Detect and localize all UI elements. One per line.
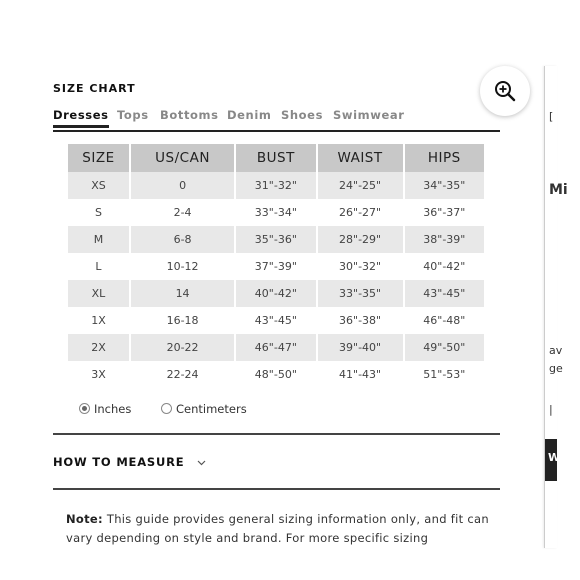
table-row bbox=[68, 361, 484, 388]
cell-waist: 24"-25" bbox=[318, 172, 403, 199]
cell-bust: 46"-47" bbox=[236, 334, 315, 361]
cell-size: XL bbox=[68, 280, 129, 307]
cell-size: 2X bbox=[68, 334, 129, 361]
note-text-line2: vary depending on style and brand. For more specific sizing bbox=[66, 531, 429, 545]
inches-option[interactable] bbox=[79, 402, 131, 416]
cell-us-can: 0 bbox=[131, 172, 234, 199]
tab-shoes[interactable]: Shoes bbox=[281, 108, 324, 122]
table-row bbox=[68, 253, 484, 280]
cell-bust: 33"-34" bbox=[254, 206, 297, 219]
cell-bust: 37"-39" bbox=[254, 260, 297, 273]
size-table bbox=[66, 144, 486, 388]
how-to-measure-label: HOW TO MEASURE bbox=[53, 455, 185, 469]
cell-us-can: 2-4 bbox=[173, 206, 192, 219]
cell-us-can: 10-12 bbox=[166, 260, 199, 273]
background-fragment: ge bbox=[549, 362, 563, 375]
tab-tops[interactable]: Tops bbox=[117, 108, 149, 122]
cell-hips: 34"-35" bbox=[405, 172, 484, 199]
cell-waist: 39"-40" bbox=[318, 334, 403, 361]
cell-us-can: 6-8 bbox=[131, 226, 234, 253]
cell-waist: 36"-38" bbox=[339, 314, 382, 327]
background-fragment: | bbox=[549, 403, 553, 416]
chevron-down-icon bbox=[197, 458, 206, 469]
cell-size: 3X bbox=[91, 368, 106, 381]
cell-bust: 43"-45" bbox=[254, 314, 297, 327]
background-fragment: Mi bbox=[549, 182, 568, 198]
how-to-measure-toggle[interactable] bbox=[53, 455, 206, 469]
note-text-line1: This guide provides general sizing information only, and fit can bbox=[102, 512, 489, 526]
cell-hips: 38"-39" bbox=[405, 226, 484, 253]
table-row bbox=[68, 280, 484, 307]
cell-hips: 43"-45" bbox=[405, 280, 484, 307]
cell-size: XS bbox=[68, 172, 129, 199]
cell-waist: 30"-32" bbox=[339, 260, 382, 273]
cell-waist: 26"-27" bbox=[339, 206, 382, 219]
cell-hips: 46"-48" bbox=[423, 314, 466, 327]
cell-bust: 48"-50" bbox=[254, 368, 297, 381]
centimeters-label: Centimeters bbox=[176, 402, 247, 416]
cell-bust: 35"-36" bbox=[236, 226, 315, 253]
centimeters-option[interactable] bbox=[161, 402, 247, 416]
tab-denim[interactable]: Denim bbox=[227, 108, 272, 122]
centimeters-radio[interactable] bbox=[161, 403, 172, 414]
cell-hips: 49"-50" bbox=[405, 334, 484, 361]
header-us-can: US/CAN bbox=[131, 144, 234, 172]
zoom-button[interactable] bbox=[480, 66, 530, 116]
background-page-strip bbox=[544, 66, 568, 548]
inches-radio[interactable] bbox=[79, 403, 90, 414]
inches-label: Inches bbox=[94, 402, 132, 416]
cell-size: L bbox=[95, 260, 102, 273]
cell-us-can: 20-22 bbox=[131, 334, 234, 361]
header-waist: WAIST bbox=[318, 144, 403, 172]
tab-swimwear[interactable]: Swimwear bbox=[333, 108, 405, 122]
cell-bust: 31"-32" bbox=[236, 172, 315, 199]
size-chart-panel bbox=[53, 0, 500, 580]
table-row bbox=[68, 334, 484, 361]
cell-us-can: 22-24 bbox=[166, 368, 199, 381]
background-fragment: [ bbox=[549, 110, 554, 123]
cell-us-can: 14 bbox=[131, 280, 234, 307]
cell-us-can: 16-18 bbox=[166, 314, 199, 327]
header-hips: HIPS bbox=[405, 144, 484, 172]
tab-dresses[interactable]: Dresses bbox=[53, 108, 109, 122]
category-tabs bbox=[53, 108, 500, 132]
table-row bbox=[68, 172, 484, 199]
table-row bbox=[68, 199, 484, 226]
background-dark-button bbox=[545, 439, 561, 481]
table-header-row bbox=[68, 144, 484, 172]
cell-size: S bbox=[94, 206, 102, 219]
size-chart-title: SIZE CHART bbox=[53, 82, 136, 95]
cell-waist: 28"-29" bbox=[318, 226, 403, 253]
cell-size: 1X bbox=[91, 314, 106, 327]
background-fragment: av bbox=[549, 344, 563, 357]
divider bbox=[53, 433, 500, 435]
cell-hips: 51"-53" bbox=[423, 368, 466, 381]
divider bbox=[53, 488, 500, 490]
cell-size: M bbox=[68, 226, 129, 253]
cell-bust: 40"-42" bbox=[236, 280, 315, 307]
header-bust: BUST bbox=[236, 144, 315, 172]
table-row bbox=[68, 226, 484, 253]
cell-hips: 36"-37" bbox=[423, 206, 466, 219]
cell-hips: 40"-42" bbox=[423, 260, 466, 273]
note-label: Note: bbox=[66, 512, 103, 526]
cell-waist: 33"-35" bbox=[318, 280, 403, 307]
background-fragment: W bbox=[548, 451, 561, 464]
cell-waist: 41"-43" bbox=[339, 368, 382, 381]
header-size: SIZE bbox=[68, 144, 129, 172]
tab-bottoms[interactable]: Bottoms bbox=[160, 108, 219, 122]
table-row bbox=[68, 307, 484, 334]
sizing-note bbox=[66, 510, 496, 548]
